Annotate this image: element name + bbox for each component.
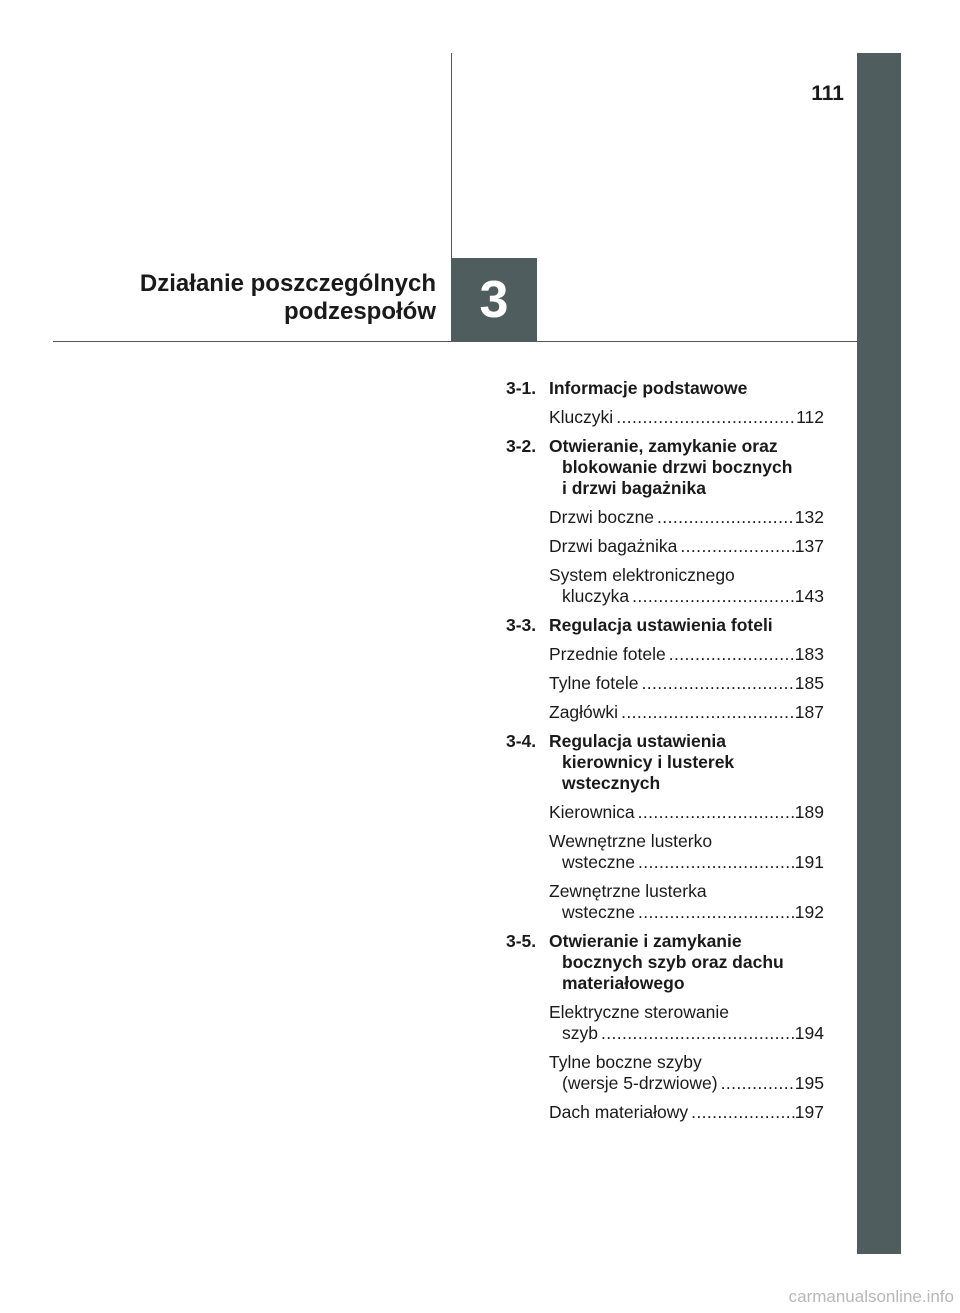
- toc-dot-leader: [632, 586, 795, 607]
- toc-page-number: 183: [794, 644, 824, 664]
- toc-entry[interactable]: [506, 881, 824, 923]
- toc-entry-label: Kierownica: [549, 802, 635, 822]
- toc-entry-label: System elektronicznego: [549, 565, 735, 585]
- toc-entry[interactable]: [506, 1002, 824, 1044]
- toc-entry-label: Kluczyki: [549, 407, 614, 427]
- toc-section-title-line: kierownicy i lusterek: [562, 752, 735, 772]
- chapter-title-line: Działanie poszczególnych: [139, 270, 436, 297]
- toc-entry-label: Wewnętrzne lusterko: [549, 831, 713, 851]
- toc-page-number: 189: [794, 802, 824, 822]
- toc-page-number: 197: [794, 1102, 824, 1122]
- toc-entry[interactable]: [506, 565, 824, 607]
- toc-section-number: 3-5.: [506, 931, 537, 951]
- toc-section-title-line: Informacje podstawowe: [549, 378, 748, 398]
- toc-entry-label: Tylne boczne szyby: [549, 1052, 702, 1072]
- toc-entry-label: Zewnętrzne lusterka: [549, 881, 707, 901]
- toc-page-number: 194: [794, 1023, 824, 1043]
- toc-dot-leader: [638, 902, 795, 923]
- toc-entry[interactable]: [506, 1102, 824, 1123]
- toc-section-number: 3-2.: [506, 436, 537, 456]
- toc-dot-leader: [691, 1102, 795, 1123]
- watermark: carmanualsonline.info: [788, 1287, 954, 1306]
- toc-section-title-line: Otwieranie i zamykanie: [549, 931, 742, 951]
- toc-entry[interactable]: [506, 407, 824, 428]
- toc-entry-label: Przednie fotele: [549, 644, 666, 664]
- toc-section: [506, 931, 824, 994]
- toc-section-title: [549, 731, 824, 794]
- side-tab-bar: [857, 53, 901, 1254]
- toc-dot-leader: [642, 673, 795, 694]
- toc-dot-leader: [657, 507, 795, 528]
- toc-entry[interactable]: [506, 536, 824, 557]
- toc-dot-leader: [601, 1023, 795, 1044]
- toc-entry[interactable]: [506, 1052, 824, 1094]
- toc-page-number: 191: [794, 852, 824, 872]
- toc-section: [506, 378, 824, 399]
- toc-section-title-line: i drzwi bagażnika: [562, 478, 706, 498]
- toc-entry-label: kluczyka: [562, 586, 630, 606]
- chapter-number-box: 3: [451, 258, 537, 342]
- toc-entry[interactable]: [506, 673, 824, 694]
- toc-section: [506, 615, 824, 636]
- chapter-title-line: podzespołów: [284, 298, 436, 325]
- toc-page-number: 143: [794, 586, 824, 606]
- toc-entry-label: wsteczne: [562, 902, 635, 922]
- toc-entry-label: (wersje 5-drzwiowe): [562, 1073, 718, 1093]
- toc-page-number: 185: [794, 673, 824, 693]
- toc-section-title-line: materiałowego: [562, 973, 685, 993]
- toc-entry-label: szyb: [562, 1023, 598, 1043]
- toc-entry[interactable]: [506, 507, 824, 528]
- toc-entry-label: Tylne fotele: [549, 673, 639, 693]
- toc-dot-leader: [669, 644, 795, 665]
- toc-page-number: 192: [794, 902, 824, 922]
- toc-section-title-line: Regulacja ustawienia foteli: [549, 615, 773, 635]
- toc-dot-leader: [680, 536, 794, 557]
- toc-section-title: [549, 378, 824, 399]
- toc-section-title-line: Regulacja ustawienia: [549, 731, 727, 751]
- toc-section-title: [549, 615, 824, 636]
- toc-entry-label: wsteczne: [562, 852, 635, 872]
- toc-dot-leader: [638, 852, 795, 873]
- toc-section-title-line: bocznych szyb oraz dachu: [562, 952, 784, 972]
- toc-page-number: 195: [794, 1073, 824, 1093]
- toc-page-number: 187: [794, 702, 824, 722]
- chapter-title: [80, 270, 436, 326]
- toc-dot-leader: [621, 702, 795, 723]
- toc-section-number: 3-4.: [506, 731, 537, 751]
- toc-section: [506, 731, 824, 794]
- toc-section-number: 3-3.: [506, 615, 537, 635]
- toc-dot-leader: [638, 802, 795, 823]
- toc-section-title-line: wstecznych: [562, 773, 661, 793]
- vertical-divider: [451, 53, 452, 258]
- toc-entry[interactable]: [506, 702, 824, 723]
- toc-entry[interactable]: [506, 831, 824, 873]
- toc-page-number: 132: [794, 507, 824, 527]
- toc-section: [506, 436, 824, 499]
- toc-dot-leader: [721, 1073, 795, 1094]
- toc-entry-label: Drzwi bagażnika: [549, 536, 678, 556]
- table-of-contents: [506, 378, 824, 1123]
- toc-page-number: 137: [794, 536, 824, 556]
- toc-section-title: [549, 931, 824, 994]
- toc-section-title-line: Otwieranie, zamykanie oraz: [549, 436, 778, 456]
- toc-entry[interactable]: [506, 644, 824, 665]
- toc-page-number: 112: [796, 407, 824, 427]
- toc-dot-leader: [616, 407, 796, 428]
- toc-entry-label: Elektryczne sterowanie: [549, 1002, 729, 1022]
- toc-section-title-line: blokowanie drzwi bocznych: [562, 457, 793, 477]
- toc-section-number: 3-1.: [506, 378, 537, 398]
- page-number: 111: [811, 82, 844, 105]
- toc-entry[interactable]: [506, 802, 824, 823]
- toc-section-title: [549, 436, 824, 499]
- toc-entry-label: Zagłówki: [549, 702, 619, 722]
- toc-entry-label: Dach materiałowy: [549, 1102, 689, 1122]
- toc-entry-label: Drzwi boczne: [549, 507, 655, 527]
